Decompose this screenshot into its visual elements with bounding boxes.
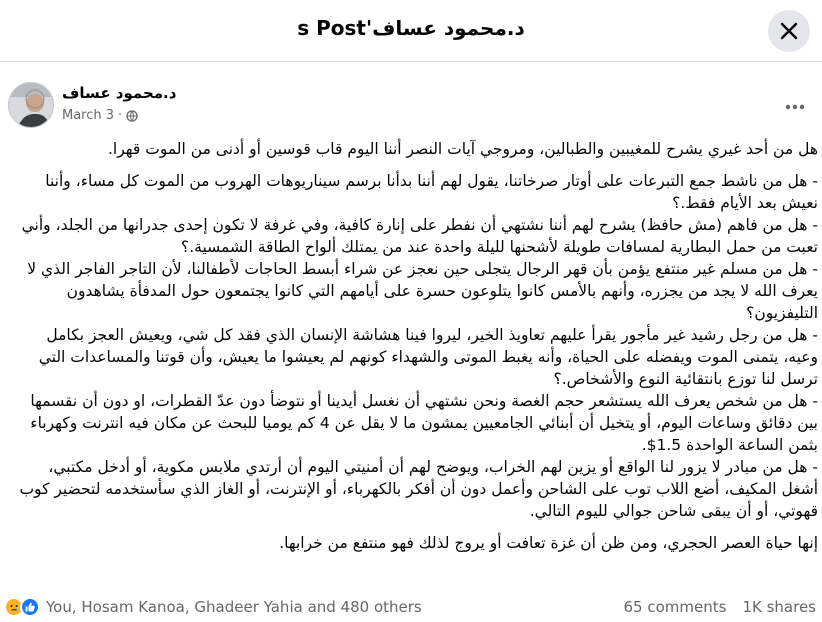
post-meta: [62, 108, 138, 123]
post-paragraph: هل من أحد غيري يشرح للمغيبين والطبالين، ومروجي آيات النصر أننا اليوم قاب قوسين أو أدنى من الموت قهرا.: [107, 140, 818, 158]
post-footer: [0, 592, 822, 622]
close-button[interactable]: [768, 10, 810, 52]
post-paragraph: - هل من فاهم (مش حافظ) يشرح لهم أننا نشتهي أن نفطر على إنارة كافية، وفي غرفة لا تكون إحدى جدرانها من الجلد، وأني تعبت من حمل البطارية لمسافات طويلة لأشحنها لليلة واحدة عند من يمتلك ألواح الطاقة الشمسية.؟: [21, 216, 818, 256]
author-name[interactable]: د.محمود عساف: [62, 84, 177, 102]
post-header: [0, 78, 822, 138]
post-paragraph: - هل من مسلم غير منتفع يؤمن بأن قهر الرجال يتجلى حين نعجز عن شراء أبسط الحاجات لأطفالنا، لأن التاجر الفاجر الذي لا يعرف الله لا يجد من يجزره، وأنهم بالأمس كانوا يتلوعون حسرة على أيامهم التي كانوا يجتمعون حول المدفأة يشاهدون التليفزيون؟: [27, 260, 818, 322]
post-date[interactable]: March 3: [62, 108, 115, 123]
post-paragraph: - هل من ناشط جمع التبرعات على أوتار صرخاتنا، يقول لهم أننا بدأنا برسم سيناريوهات الهروب من الموت كل مساء، وأننا نعيش بعد الأيام فقط.؟: [45, 172, 818, 212]
reactions-summary[interactable]: [4, 597, 422, 617]
post-paragraph: - هل من مبادر لا يزور لنا الواقع أو يزين لهم الخراب، ويوضح لهم أن أمنيتي اليوم أن أرتدي ملابس مكوية، أو أدخل مكتبي، أشغل المكيف، أضع اللاب توب على الشاحن وأعمل دون أن أفكر بالكهرباء، أو الإنترنت، أو الغاز الذي سأستخدمه لتحضير كوب قهوتي، أو أن يبقى شاحن جوالي لليوم التالي.: [19, 458, 818, 520]
post-paragraph: - هل من رجل رشيد غير مأجور يقرأ عليهم تعاويذ الخير، ليروا فينا هشاشة الإنسان الذي فقد كل شي، ويعيش العجز بكامل وعيه، يتمنى الموت ويفضله على الحياة، وأنه يغبط الموتى والشهداء كونهم لم يعيشوا ما يعيش، وأن قوتنا والمساعدات التي ترسل لنا توزع بانتقائية النوع والأشخاص.؟: [38, 326, 818, 388]
globe-icon: [126, 110, 138, 122]
avatar-photo-icon: [9, 83, 54, 128]
like-reaction-icon: [20, 597, 40, 617]
more-options-button[interactable]: [780, 92, 810, 122]
author-avatar[interactable]: [8, 82, 54, 128]
more-dots-icon: [785, 104, 805, 110]
shares-count[interactable]: 1K shares: [742, 598, 816, 616]
close-icon: [779, 21, 799, 41]
post-paragraph: إنها حياة العصر الحجري، ومن ظن أن غزة تعافت أو يروج لذلك فهو منتفع من خرابها.: [279, 534, 818, 552]
reactions-text[interactable]: You, Hosam Kanoa, Ghadeer Yahia and 480 others: [46, 598, 422, 616]
post-paragraph: - هل من شخص يعرف الله يستشعر حجم الغصة ونحن نشتهي أن نغسل أيدينا أو نتوضأ دون عدّ القطرات، او دون أن نقسمها بين دقائق وساعات اليوم، أو يتخيل أن أبنائي الجامعيين يمشون ما لا يقل عن 4 كم يوميا للبحث عن مكان فيه انترنت وكهرباء بثمن الساعة الواحدة 1.5$.: [30, 392, 818, 454]
post-dialog-header: [0, 0, 822, 62]
dialog-title: د.محمود عساف's Post: [297, 16, 525, 40]
post-stats: [624, 598, 816, 616]
meta-separator: ·: [118, 108, 123, 123]
post-text: [8, 138, 818, 554]
comments-count[interactable]: 65 comments: [623, 598, 727, 616]
